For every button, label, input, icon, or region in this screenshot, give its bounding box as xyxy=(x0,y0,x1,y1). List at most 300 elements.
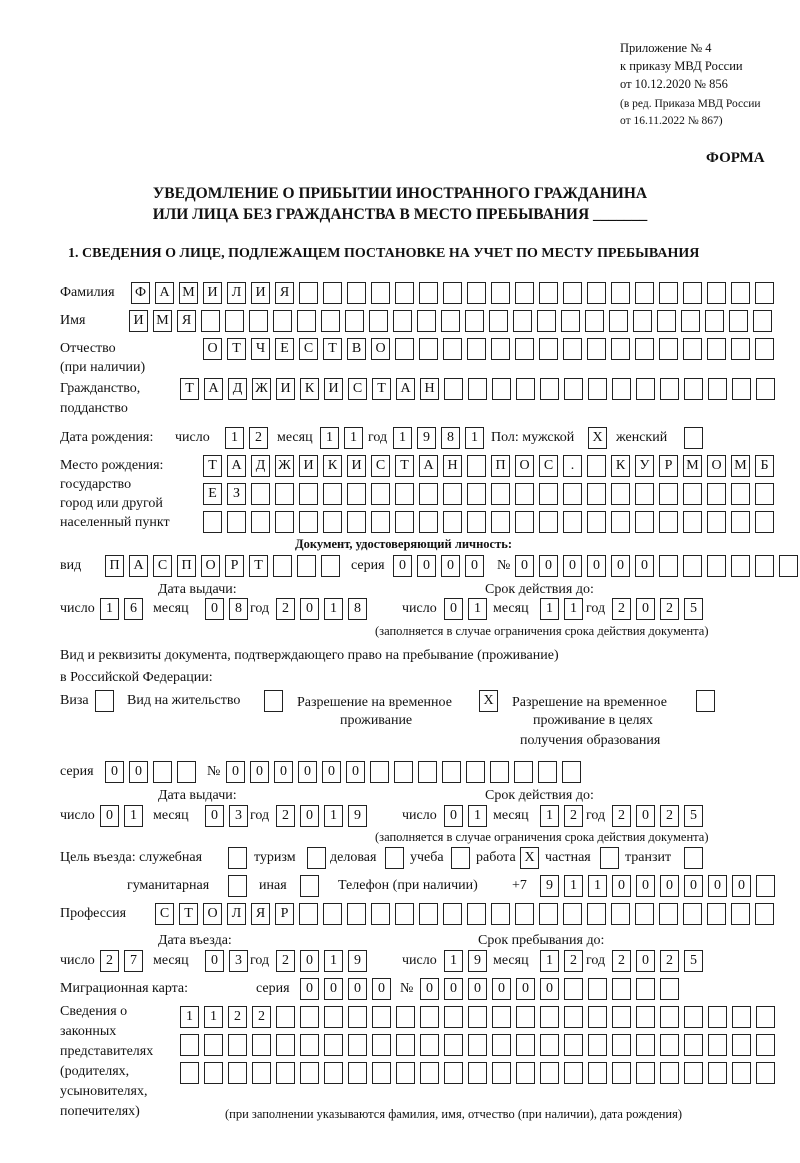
char-box-patronymic[interactable] xyxy=(443,338,462,360)
char-box-profession[interactable] xyxy=(299,903,318,925)
char-box-entry-year[interactable]: 9 xyxy=(348,950,367,972)
char-box-birthplace3[interactable] xyxy=(491,511,510,533)
char-box-phone[interactable]: 0 xyxy=(684,875,703,897)
char-box-patronymic[interactable]: С xyxy=(299,338,318,360)
char-box-mig-number[interactable]: 0 xyxy=(540,978,559,1000)
char-box-name[interactable] xyxy=(681,310,700,332)
checkbox-edu-residence[interactable] xyxy=(696,690,715,712)
char-box-profession[interactable] xyxy=(347,903,366,925)
char-box-birthplace1[interactable]: Н xyxy=(443,455,462,477)
char-box-citizenship[interactable] xyxy=(468,378,487,400)
char-box-reps3[interactable] xyxy=(684,1062,703,1084)
checkbox-purpose-humanitarian[interactable] xyxy=(228,875,247,897)
char-box-reps1[interactable] xyxy=(516,1006,535,1028)
char-box-name[interactable] xyxy=(561,310,580,332)
char-box-citizenship[interactable] xyxy=(540,378,559,400)
char-box-name[interactable] xyxy=(369,310,388,332)
char-box-surname[interactable]: Я xyxy=(275,282,294,304)
char-box-birthplace1[interactable]: О xyxy=(707,455,726,477)
char-box-citizenship[interactable] xyxy=(660,378,679,400)
char-box-doc-kind[interactable] xyxy=(273,555,292,577)
char-box-citizenship[interactable]: К xyxy=(300,378,319,400)
char-box-right-series[interactable]: 0 xyxy=(129,761,148,783)
char-box-patronymic[interactable] xyxy=(635,338,654,360)
char-box-surname[interactable] xyxy=(707,282,726,304)
char-box-entry-month[interactable]: 0 xyxy=(205,950,224,972)
char-box-birthplace1[interactable] xyxy=(587,455,606,477)
char-box-entry-day[interactable]: 2 xyxy=(100,950,119,972)
char-box-patronymic[interactable]: О xyxy=(203,338,222,360)
char-box-doc-issue-year[interactable]: 0 xyxy=(300,598,319,620)
char-box-reps3[interactable] xyxy=(228,1062,247,1084)
char-box-surname[interactable] xyxy=(731,282,750,304)
char-box-profession[interactable]: С xyxy=(155,903,174,925)
char-box-doc-kind[interactable] xyxy=(297,555,316,577)
char-box-doc-valid-day[interactable]: 1 xyxy=(468,598,487,620)
char-box-birthplace3[interactable] xyxy=(563,511,582,533)
char-box-patronymic[interactable] xyxy=(683,338,702,360)
char-box-surname[interactable]: И xyxy=(251,282,270,304)
char-box-stay-month[interactable]: 1 xyxy=(540,950,559,972)
checkbox-purpose-transit[interactable] xyxy=(684,847,703,869)
char-box-name[interactable] xyxy=(705,310,724,332)
char-box-entry-month[interactable]: 3 xyxy=(229,950,248,972)
char-box-reps1[interactable]: 1 xyxy=(204,1006,223,1028)
char-box-birthplace2[interactable] xyxy=(755,483,774,505)
char-box-right-number[interactable]: 0 xyxy=(346,761,365,783)
char-box-reps1[interactable] xyxy=(588,1006,607,1028)
char-box-right-number[interactable]: 0 xyxy=(298,761,317,783)
char-box-reps3[interactable] xyxy=(324,1062,343,1084)
char-box-doc-number[interactable]: 0 xyxy=(587,555,606,577)
char-box-citizenship[interactable]: И xyxy=(324,378,343,400)
char-box-doc-number[interactable] xyxy=(731,555,750,577)
char-box-doc-number[interactable]: 0 xyxy=(611,555,630,577)
char-box-birth-month[interactable]: 1 xyxy=(344,427,363,449)
checkbox-sex-male[interactable]: X xyxy=(588,427,607,449)
char-box-right-number[interactable]: 0 xyxy=(274,761,293,783)
checkbox-visa[interactable] xyxy=(95,690,114,712)
char-box-reps3[interactable] xyxy=(540,1062,559,1084)
char-box-birthplace2[interactable] xyxy=(371,483,390,505)
char-box-patronymic[interactable] xyxy=(587,338,606,360)
char-box-birthplace1[interactable]: И xyxy=(299,455,318,477)
char-box-entry-year[interactable]: 2 xyxy=(276,950,295,972)
char-box-citizenship[interactable]: А xyxy=(204,378,223,400)
char-box-birthplace2[interactable] xyxy=(635,483,654,505)
checkbox-purpose-study[interactable] xyxy=(451,847,470,869)
char-box-reps2[interactable] xyxy=(300,1034,319,1056)
char-box-mig-number[interactable] xyxy=(660,978,679,1000)
char-box-birthplace2[interactable] xyxy=(347,483,366,505)
char-box-name[interactable] xyxy=(225,310,244,332)
char-box-stay-month[interactable]: 2 xyxy=(564,950,583,972)
char-box-mig-series[interactable]: 0 xyxy=(372,978,391,1000)
char-box-reps2[interactable] xyxy=(468,1034,487,1056)
char-box-patronymic[interactable] xyxy=(419,338,438,360)
checkbox-purpose-other[interactable] xyxy=(300,875,319,897)
char-box-mig-number[interactable] xyxy=(612,978,631,1000)
char-box-birthplace2[interactable]: З xyxy=(227,483,246,505)
char-box-citizenship[interactable]: Д xyxy=(228,378,247,400)
char-box-stay-year[interactable]: 0 xyxy=(636,950,655,972)
char-box-surname[interactable]: А xyxy=(155,282,174,304)
char-box-patronymic[interactable] xyxy=(659,338,678,360)
char-box-reps2[interactable] xyxy=(492,1034,511,1056)
char-box-doc-kind[interactable]: П xyxy=(177,555,196,577)
char-box-stay-year[interactable]: 2 xyxy=(660,950,679,972)
char-box-birthplace2[interactable] xyxy=(467,483,486,505)
char-box-birthplace2[interactable] xyxy=(515,483,534,505)
char-box-birthplace2[interactable] xyxy=(731,483,750,505)
char-box-birthplace1[interactable]: П xyxy=(491,455,510,477)
char-box-birthplace3[interactable] xyxy=(539,511,558,533)
char-box-citizenship[interactable] xyxy=(492,378,511,400)
char-box-name[interactable] xyxy=(273,310,292,332)
char-box-birthplace2[interactable] xyxy=(323,483,342,505)
char-box-doc-issue-year[interactable]: 1 xyxy=(324,598,343,620)
char-box-surname[interactable] xyxy=(443,282,462,304)
char-box-surname[interactable] xyxy=(491,282,510,304)
char-box-surname[interactable] xyxy=(395,282,414,304)
char-box-right-issue-year[interactable]: 2 xyxy=(276,805,295,827)
char-box-name[interactable] xyxy=(753,310,772,332)
char-box-right-issue-month[interactable]: 0 xyxy=(205,805,224,827)
char-box-right-valid-day[interactable]: 1 xyxy=(468,805,487,827)
char-box-citizenship[interactable]: Н xyxy=(420,378,439,400)
char-box-patronymic[interactable] xyxy=(467,338,486,360)
char-box-reps1[interactable] xyxy=(348,1006,367,1028)
char-box-reps1[interactable] xyxy=(660,1006,679,1028)
char-box-name[interactable] xyxy=(441,310,460,332)
char-box-doc-issue-month[interactable]: 0 xyxy=(205,598,224,620)
char-box-reps1[interactable] xyxy=(468,1006,487,1028)
char-box-citizenship[interactable]: А xyxy=(396,378,415,400)
char-box-birthplace2[interactable] xyxy=(491,483,510,505)
char-box-reps3[interactable] xyxy=(348,1062,367,1084)
char-box-right-number[interactable]: 0 xyxy=(226,761,245,783)
char-box-birthplace3[interactable] xyxy=(419,511,438,533)
char-box-doc-series[interactable]: 0 xyxy=(417,555,436,577)
char-box-right-issue-year[interactable]: 9 xyxy=(348,805,367,827)
char-box-birthplace2[interactable] xyxy=(683,483,702,505)
char-box-patronymic[interactable] xyxy=(539,338,558,360)
char-box-name[interactable] xyxy=(465,310,484,332)
char-box-reps3[interactable] xyxy=(660,1062,679,1084)
char-box-reps3[interactable] xyxy=(204,1062,223,1084)
char-box-right-number[interactable] xyxy=(562,761,581,783)
char-box-patronymic[interactable] xyxy=(707,338,726,360)
char-box-phone[interactable]: 9 xyxy=(540,875,559,897)
char-box-doc-number[interactable]: 0 xyxy=(539,555,558,577)
char-box-reps2[interactable] xyxy=(516,1034,535,1056)
char-box-birthplace1[interactable]: К xyxy=(611,455,630,477)
char-box-citizenship[interactable] xyxy=(636,378,655,400)
char-box-birthplace1[interactable]: М xyxy=(683,455,702,477)
char-box-reps1[interactable] xyxy=(708,1006,727,1028)
char-box-right-issue-month[interactable]: 3 xyxy=(229,805,248,827)
char-box-patronymic[interactable]: Т xyxy=(227,338,246,360)
char-box-phone[interactable]: 0 xyxy=(660,875,679,897)
char-box-birthplace1[interactable]: М xyxy=(731,455,750,477)
char-box-mig-number[interactable] xyxy=(564,978,583,1000)
checkbox-temp-residence[interactable]: X xyxy=(479,690,498,712)
char-box-doc-number[interactable] xyxy=(659,555,678,577)
char-box-citizenship[interactable] xyxy=(612,378,631,400)
char-box-citizenship[interactable]: Ж xyxy=(252,378,271,400)
char-box-stay-year[interactable]: 2 xyxy=(612,950,631,972)
char-box-reps3[interactable] xyxy=(252,1062,271,1084)
char-box-patronymic[interactable]: В xyxy=(347,338,366,360)
char-box-name[interactable] xyxy=(585,310,604,332)
char-box-surname[interactable] xyxy=(755,282,774,304)
char-box-reps3[interactable] xyxy=(396,1062,415,1084)
char-box-reps3[interactable] xyxy=(372,1062,391,1084)
char-box-patronymic[interactable] xyxy=(731,338,750,360)
char-box-birthplace3[interactable] xyxy=(371,511,390,533)
char-box-stay-day[interactable]: 9 xyxy=(468,950,487,972)
char-box-reps2[interactable] xyxy=(180,1034,199,1056)
char-box-reps2[interactable] xyxy=(588,1034,607,1056)
char-box-right-number[interactable] xyxy=(370,761,389,783)
char-box-reps3[interactable] xyxy=(420,1062,439,1084)
char-box-profession[interactable] xyxy=(419,903,438,925)
char-box-doc-series[interactable]: 0 xyxy=(465,555,484,577)
char-box-reps1[interactable]: 2 xyxy=(228,1006,247,1028)
char-box-birthplace3[interactable] xyxy=(251,511,270,533)
char-box-doc-valid-year[interactable]: 5 xyxy=(684,598,703,620)
char-box-stay-day[interactable]: 1 xyxy=(444,950,463,972)
char-box-name[interactable] xyxy=(417,310,436,332)
char-box-patronymic[interactable]: Т xyxy=(323,338,342,360)
char-box-reps1[interactable] xyxy=(324,1006,343,1028)
checkbox-sex-female[interactable] xyxy=(684,427,703,449)
char-box-doc-series[interactable]: 0 xyxy=(441,555,460,577)
char-box-reps1[interactable]: 1 xyxy=(180,1006,199,1028)
char-box-patronymic[interactable] xyxy=(755,338,774,360)
char-box-reps3[interactable] xyxy=(444,1062,463,1084)
char-box-phone[interactable]: 1 xyxy=(564,875,583,897)
char-box-reps1[interactable] xyxy=(636,1006,655,1028)
char-box-doc-valid-month[interactable]: 1 xyxy=(564,598,583,620)
char-box-reps1[interactable] xyxy=(372,1006,391,1028)
char-box-reps2[interactable] xyxy=(684,1034,703,1056)
char-box-doc-valid-year[interactable]: 2 xyxy=(612,598,631,620)
char-box-reps1[interactable] xyxy=(684,1006,703,1028)
char-box-doc-issue-year[interactable]: 2 xyxy=(276,598,295,620)
char-box-birthplace2[interactable] xyxy=(395,483,414,505)
char-box-reps2[interactable] xyxy=(756,1034,775,1056)
char-box-mig-series[interactable]: 0 xyxy=(348,978,367,1000)
char-box-name[interactable] xyxy=(609,310,628,332)
char-box-name[interactable] xyxy=(201,310,220,332)
char-box-birthplace2[interactable] xyxy=(707,483,726,505)
char-box-patronymic[interactable] xyxy=(395,338,414,360)
char-box-reps2[interactable] xyxy=(252,1034,271,1056)
char-box-citizenship[interactable]: Т xyxy=(180,378,199,400)
char-box-birthplace2[interactable] xyxy=(611,483,630,505)
char-box-phone[interactable]: 0 xyxy=(612,875,631,897)
char-box-right-valid-day[interactable]: 0 xyxy=(444,805,463,827)
char-box-doc-kind[interactable]: П xyxy=(105,555,124,577)
char-box-name[interactable] xyxy=(657,310,676,332)
char-box-surname[interactable] xyxy=(587,282,606,304)
char-box-reps2[interactable] xyxy=(372,1034,391,1056)
char-box-doc-kind[interactable]: С xyxy=(153,555,172,577)
char-box-reps3[interactable] xyxy=(612,1062,631,1084)
char-box-reps1[interactable] xyxy=(444,1006,463,1028)
char-box-birthplace1[interactable]: И xyxy=(347,455,366,477)
char-box-profession[interactable] xyxy=(731,903,750,925)
char-box-citizenship[interactable] xyxy=(684,378,703,400)
char-box-profession[interactable] xyxy=(611,903,630,925)
char-box-birth-year[interactable]: 1 xyxy=(465,427,484,449)
char-box-birthplace2[interactable] xyxy=(299,483,318,505)
char-box-reps3[interactable] xyxy=(516,1062,535,1084)
char-box-birthplace3[interactable] xyxy=(467,511,486,533)
char-box-birthplace1[interactable]: Б xyxy=(755,455,774,477)
char-box-birthplace2[interactable] xyxy=(251,483,270,505)
char-box-reps2[interactable] xyxy=(636,1034,655,1056)
char-box-phone[interactable]: 0 xyxy=(732,875,751,897)
char-box-surname[interactable] xyxy=(371,282,390,304)
char-box-reps2[interactable] xyxy=(420,1034,439,1056)
char-box-birthplace2[interactable] xyxy=(659,483,678,505)
char-box-birth-day[interactable]: 1 xyxy=(225,427,244,449)
char-box-right-series[interactable]: 0 xyxy=(105,761,124,783)
char-box-profession[interactable] xyxy=(395,903,414,925)
char-box-doc-kind[interactable]: О xyxy=(201,555,220,577)
char-box-reps1[interactable] xyxy=(300,1006,319,1028)
char-box-reps2[interactable] xyxy=(228,1034,247,1056)
char-box-mig-number[interactable]: 0 xyxy=(444,978,463,1000)
char-box-phone[interactable]: 0 xyxy=(708,875,727,897)
char-box-birthplace1[interactable]: А xyxy=(419,455,438,477)
char-box-doc-valid-month[interactable]: 1 xyxy=(540,598,559,620)
char-box-name[interactable]: М xyxy=(153,310,172,332)
char-box-profession[interactable] xyxy=(515,903,534,925)
char-box-right-number[interactable] xyxy=(418,761,437,783)
char-box-right-number[interactable] xyxy=(538,761,557,783)
char-box-surname[interactable] xyxy=(683,282,702,304)
char-box-birthplace1[interactable]: С xyxy=(539,455,558,477)
char-box-reps2[interactable] xyxy=(324,1034,343,1056)
char-box-right-series[interactable] xyxy=(177,761,196,783)
char-box-doc-valid-day[interactable]: 0 xyxy=(444,598,463,620)
char-box-birthplace3[interactable] xyxy=(611,511,630,533)
char-box-doc-issue-month[interactable]: 8 xyxy=(229,598,248,620)
char-box-birthplace3[interactable] xyxy=(203,511,222,533)
char-box-surname[interactable] xyxy=(419,282,438,304)
char-box-reps3[interactable] xyxy=(732,1062,751,1084)
char-box-patronymic[interactable] xyxy=(491,338,510,360)
char-box-reps2[interactable] xyxy=(348,1034,367,1056)
char-box-birth-day[interactable]: 2 xyxy=(249,427,268,449)
char-box-surname[interactable]: Ф xyxy=(131,282,150,304)
char-box-phone[interactable]: 1 xyxy=(588,875,607,897)
char-box-birthplace1[interactable]: Т xyxy=(203,455,222,477)
char-box-birthplace3[interactable] xyxy=(659,511,678,533)
char-box-name[interactable] xyxy=(297,310,316,332)
char-box-profession[interactable] xyxy=(635,903,654,925)
char-box-citizenship[interactable] xyxy=(516,378,535,400)
char-box-profession[interactable]: О xyxy=(203,903,222,925)
char-box-birth-year[interactable]: 9 xyxy=(417,427,436,449)
char-box-patronymic[interactable]: Е xyxy=(275,338,294,360)
char-box-patronymic[interactable] xyxy=(515,338,534,360)
char-box-doc-number[interactable]: 0 xyxy=(515,555,534,577)
char-box-birthplace3[interactable] xyxy=(395,511,414,533)
char-box-reps3[interactable] xyxy=(492,1062,511,1084)
char-box-right-number[interactable] xyxy=(466,761,485,783)
char-box-name[interactable] xyxy=(489,310,508,332)
char-box-reps2[interactable] xyxy=(660,1034,679,1056)
char-box-profession[interactable] xyxy=(563,903,582,925)
char-box-citizenship[interactable]: С xyxy=(348,378,367,400)
char-box-right-series[interactable] xyxy=(153,761,172,783)
char-box-right-issue-day[interactable]: 0 xyxy=(100,805,119,827)
char-box-right-number[interactable] xyxy=(490,761,509,783)
char-box-stay-year[interactable]: 5 xyxy=(684,950,703,972)
char-box-right-valid-year[interactable]: 2 xyxy=(612,805,631,827)
char-box-right-number[interactable] xyxy=(442,761,461,783)
char-box-right-number[interactable] xyxy=(394,761,413,783)
char-box-mig-number[interactable] xyxy=(588,978,607,1000)
char-box-citizenship[interactable] xyxy=(756,378,775,400)
char-box-profession[interactable] xyxy=(539,903,558,925)
char-box-reps2[interactable] xyxy=(612,1034,631,1056)
char-box-citizenship[interactable] xyxy=(564,378,583,400)
char-box-reps1[interactable] xyxy=(612,1006,631,1028)
char-box-reps1[interactable] xyxy=(420,1006,439,1028)
char-box-reps3[interactable] xyxy=(708,1062,727,1084)
checkbox-residence[interactable] xyxy=(264,690,283,712)
char-box-doc-issue-day[interactable]: 1 xyxy=(100,598,119,620)
char-box-reps1[interactable] xyxy=(540,1006,559,1028)
char-box-birthplace2[interactable]: Е xyxy=(203,483,222,505)
char-box-reps2[interactable] xyxy=(276,1034,295,1056)
char-box-profession[interactable] xyxy=(755,903,774,925)
char-box-entry-year[interactable]: 1 xyxy=(324,950,343,972)
char-box-patronymic[interactable] xyxy=(563,338,582,360)
char-box-doc-kind[interactable] xyxy=(321,555,340,577)
char-box-doc-number[interactable] xyxy=(707,555,726,577)
char-box-surname[interactable] xyxy=(347,282,366,304)
char-box-doc-kind[interactable]: А xyxy=(129,555,148,577)
char-box-surname[interactable]: Л xyxy=(227,282,246,304)
char-box-birthplace3[interactable] xyxy=(227,511,246,533)
char-box-birthplace3[interactable] xyxy=(515,511,534,533)
char-box-doc-kind[interactable]: Т xyxy=(249,555,268,577)
char-box-name[interactable]: И xyxy=(129,310,148,332)
char-box-reps3[interactable] xyxy=(300,1062,319,1084)
char-box-doc-issue-year[interactable]: 8 xyxy=(348,598,367,620)
checkbox-purpose-tourism[interactable] xyxy=(307,847,326,869)
char-box-name[interactable]: Я xyxy=(177,310,196,332)
char-box-right-number[interactable]: 0 xyxy=(322,761,341,783)
char-box-right-issue-year[interactable]: 1 xyxy=(324,805,343,827)
char-box-reps2[interactable] xyxy=(540,1034,559,1056)
char-box-mig-number[interactable] xyxy=(636,978,655,1000)
char-box-doc-number[interactable]: 0 xyxy=(563,555,582,577)
char-box-right-number[interactable] xyxy=(514,761,533,783)
char-box-birthplace3[interactable] xyxy=(755,511,774,533)
char-box-mig-series[interactable]: 0 xyxy=(300,978,319,1000)
char-box-citizenship[interactable] xyxy=(588,378,607,400)
char-box-citizenship[interactable] xyxy=(732,378,751,400)
char-box-citizenship[interactable] xyxy=(444,378,463,400)
char-box-profession[interactable]: Р xyxy=(275,903,294,925)
